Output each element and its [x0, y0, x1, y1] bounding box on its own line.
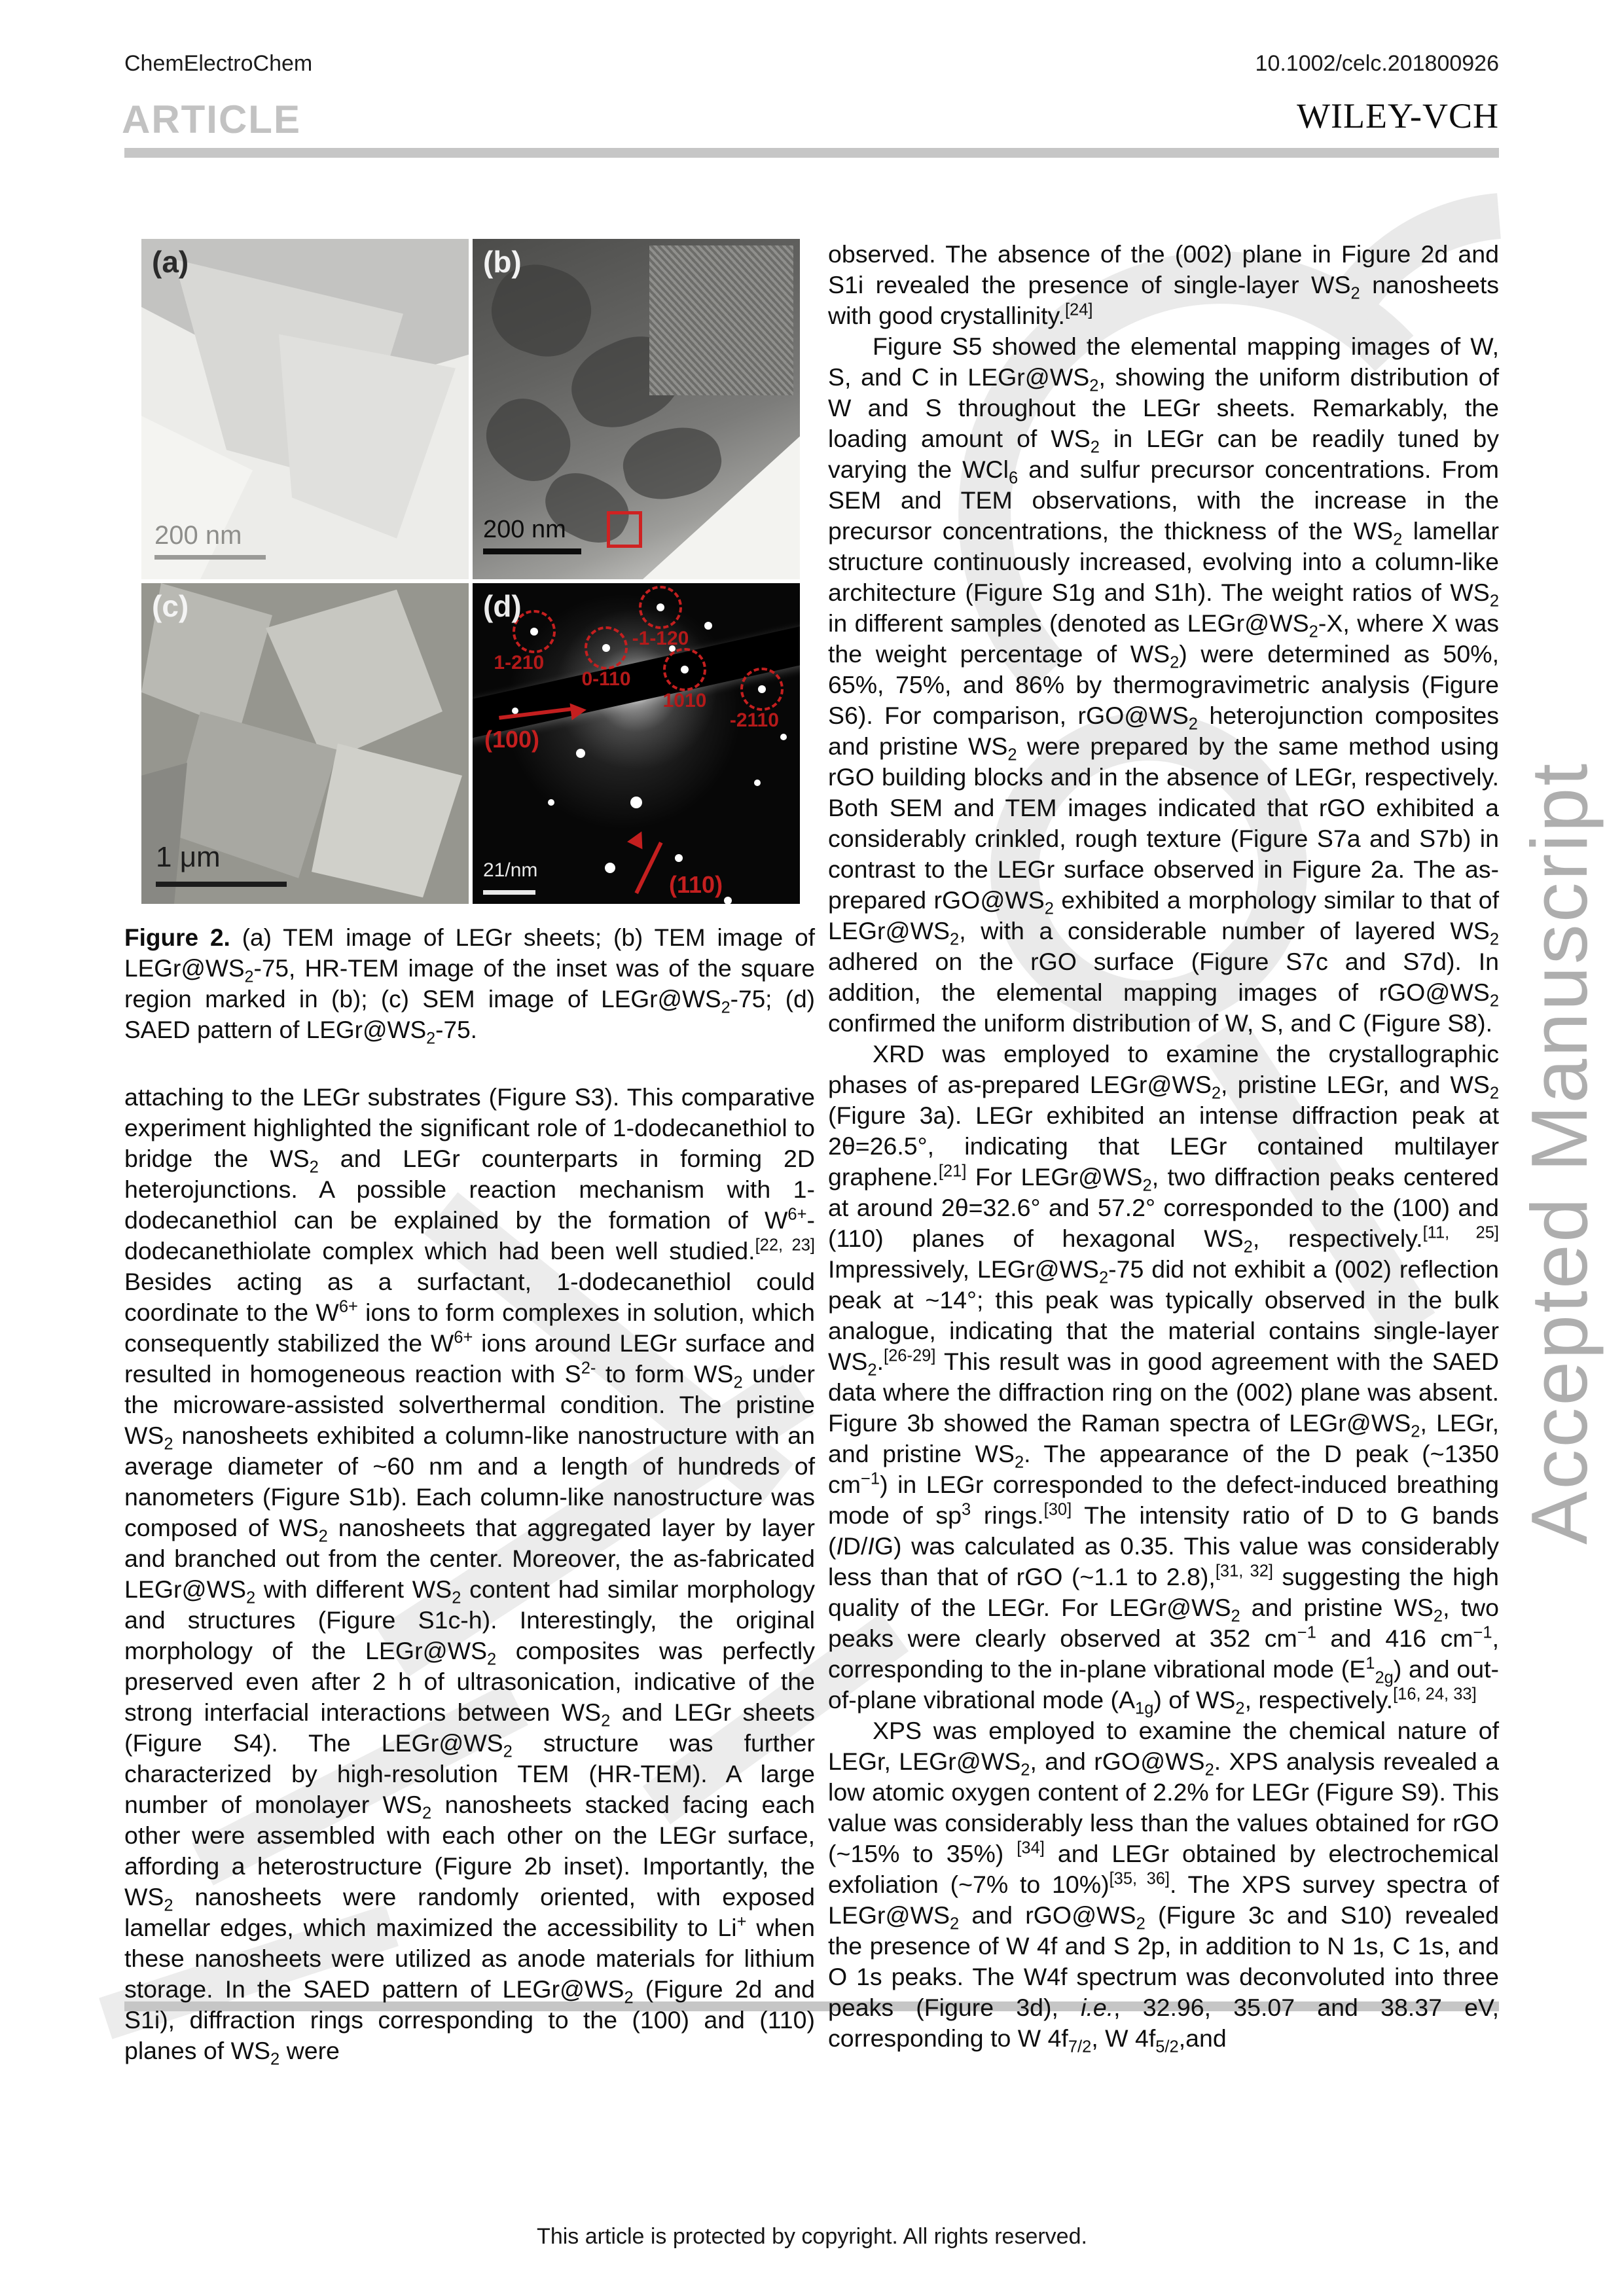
left-column — [124, 239, 816, 2069]
doi: 10.1002/celc.201800926 — [1255, 51, 1499, 76]
scale-bar — [483, 548, 581, 554]
body-paragraph: attaching to the LEGr substrates (Figure S3). This comparative experiment highlighted the significant role of 1-dodecanethiol to bridge the $WS_2$ and LEGr counterparts in forming 2D heterojunctions. A possible reaction mechanism with 1-dodecanethiol can be explained by the formation of $W^{6+}$-dodecanethiolate complex which had been well studied.[22, 23] Besides acting as a surfactant, 1-dodecanethiol could coordinate to the $W^{6+}$ ions to form complexes in solution, which consequently stabilized the $W^{6+}$ ions around LEGr surface and resulted in homogeneous reaction with $S^{2-}$ to form $WS_2$ under the microware-assisted solverthermal condition. The pristine $WS_2$ nanosheets exhibited a column-like nanostructure with an average diameter of ~60 nm and a length of hundreds of nanometers (Figure S1b). Each column-like nanostructure was composed of $WS_2$ nanosheets that aggregated layer by layer and branched out from the center. Moreover, the as-fabricated $LEGr@WS_2$ with different $WS_2$ content had similar morphology and structures (Figure S1c-h). Interestingly, the original morphology of the $LEGr@WS_2$ composites was perfectly preserved even after 2 h of ultrasonication, indicative of the strong interfacial interactions between $WS_2$ and LEGr sheets (Figure S4). The $LEGr@WS_2$ structure was further characterized by high-resolution TEM (HR-TEM). A large number of monolayer $WS_2$ nanosheets stacked facing each other were assembled with each other on the LEGr surface, affording a heterostructure (Figure 2b inset). Importantly, the $WS_2$ nanosheets were randomly oriented, with exposed lamellar edges, which maximized the accessibility to Li+ when these nanosheets were utilized as anode materials for lithium storage. In the SAED pattern of $LEGr@WS_2$ (Figure 2d and S1i), diffraction rings corresponding to the (100) and (110) planes of $WS_2$ were — [124, 1083, 816, 2069]
scale-label: 200 nm — [154, 521, 242, 550]
body-paragraph: XPS was employed to examine the chemical nature of LEGr, $LEGr@WS_2$, and $rGO@WS_2$. XPS analysis revealed a low atomic oxygen content of 2.2% for LEGr (Figure S9). This value was considerably less than the values obtained for rGO (~15% to 35%) [34] and LEGr obtained by electrochemical exfoliation (~7% to 10%)[35, 36]. The XPS survey spectra of $LEGr@WS_2$ and $rGO@WS_2$ (Figure 3c and S10) revealed the presence of W 4f and S 2p, in addition to N 1s, C 1s, and O 1s peaks. The W4f spectrum was deconvoluted into three peaks (Figure 3d), i.e., 32.96, 35.07 and 38.37 eV, corresponding to W $4f_{7/2}$, W $4f_{5/2},and$ — [828, 1717, 1500, 2056]
figure-panel-d-saed-pattern — [473, 583, 800, 904]
journal-name: ChemElectroChem — [124, 51, 313, 76]
body-paragraph: observed. The absence of the (002) plane in Figure 2d and S1i revealed the presence of single-layer $WS_2$ nanosheets with good crystallinity.[24] — [828, 240, 1499, 329]
article-type-label: ARTICLE — [122, 98, 301, 141]
page-content — [124, 239, 1500, 2069]
marked-square-region — [607, 511, 642, 548]
plane-label-110: (110) — [669, 871, 723, 898]
body-paragraph: XRD was employed to examine the crystallographic phases of as-prepared $LEGr@WS_2$, pristine LEGr, and $WS_2$ (Figure 3a). LEGr exhibited an intense diffraction peak at 2θ=26.5°, indicating that LEGr contained multilayer graphene.[21] For $LEGr@WS_2$, two diffraction peaks centered at around 2θ=32.6° and 57.2° corresponded to the (100) and (110) planes of hexagonal $WS_2$, respectively.[11, 25] Impressively, $LEGr@WS_2-75$ did not exhibit a (002) reflection peak at ~14°; this peak was typically observed in the bulk analogue, indicating that the material contains single-layer $WS_2.[26-29]$ This result was in good agreement with the SAED data where the diffraction ring on the (002) plane was absent. Figure 3b showed the Raman spectra of $LEGr@WS_2$, LEGr, and pristine $WS_2$. The appearance of the D peak (~1350 $cm^{-1}$) in LEGr corresponded to the defect-induced breathing mode of $sp^3$ rings.[30] The intensity ratio of D to G bands (ID/IG) was calculated as 0.35. This value was considerably less than that of rGO (~1.1 to 2.8),[31, 32] suggesting the high quality of the LEGr. For $LEGr@WS_2$ and pristine $WS_2$, two peaks were clearly observed at 352 $cm^{-1}$ and 416 $cm^{-1}$, corresponding to the in-plane vibrational mode $(E^1_{2g})$ and out-of-plane vibrational mode $(A_{1g})$ of $WS_2$, respectively.[16, 24, 33] — [828, 1040, 1500, 1718]
panel-label-d: (d) — [483, 589, 522, 623]
spot-index-label: 0-110 — [581, 668, 631, 691]
accepted-manuscript-watermark: Accepted Manuscript — [1515, 761, 1604, 1545]
diffraction-spot-circle — [632, 586, 689, 650]
panel-label-c: (c) — [152, 589, 189, 623]
scale-label: 200 nm — [483, 516, 566, 543]
plane-100-arrowhead — [570, 702, 588, 721]
right-column — [828, 239, 1499, 2066]
scale-bar — [483, 890, 535, 895]
texture-shape — [617, 420, 727, 507]
scale-label: 21/nm — [483, 859, 538, 881]
hr-tem-inset — [649, 245, 793, 395]
copyright-notice: This article is protected by copyright. All rights reserved. — [537, 2224, 1087, 2249]
panel-label-a: (a) — [152, 245, 189, 279]
spot-index-label: -1-120 — [632, 628, 689, 650]
diffraction-spot-circle — [662, 648, 707, 712]
figure-caption — [124, 922, 815, 1048]
scale-bar — [156, 882, 287, 887]
plane-110-arrowhead — [627, 828, 649, 850]
publisher-logo: WILEY-VCH — [1297, 96, 1499, 135]
diffraction-spot-circle — [581, 626, 631, 691]
figure-caption-text: (a) TEM image of LEGr sheets; (b) TEM image of $LEGr@WS_2-75$, HR-TEM image of the inset was of the square region marked in (b); (c) SEM image of $LEGr@WS_2-75$; (d) SAED pattern of $LEGr@WS_2-75$. — [124, 924, 815, 1048]
panel-label-b: (b) — [483, 245, 522, 279]
figure-panel-b-tem-image — [473, 239, 800, 579]
scale-bar — [154, 555, 266, 560]
scale-label: 1 μm — [156, 841, 221, 873]
header-divider — [124, 148, 1499, 158]
spot-index-label: 1010 — [662, 690, 707, 712]
figure-caption-lead: Figure 2. — [124, 924, 230, 951]
spot-index-label: 1-210 — [494, 652, 545, 674]
figure-panel-c-sem-image — [141, 583, 469, 904]
figure-panel-a-tem-image — [141, 239, 469, 579]
plane-110-arrow — [634, 842, 662, 894]
body-paragraph: Figure S5 showed the elemental mapping images of W, S, and C in $LEGr@WS_2$, showing the uniform distribution of W and S throughout the LEGr sheets. Remarkably, the loading amount of $WS_2$ in LEGr can be readily tuned by varying the WCl$_6$ and sulfur precursor concentrations. From SEM and TEM observations, with the increase in the precursor concentrations, the thickness of the $WS_2$ lamellar structure continuously increased, evolving into a column-like architecture (Figure S1g and S1h). The weight ratios of $WS_2$ in different samples (denoted as $LEGr@WS_2-X$, where X was the weight percentage of $WS_2$) were determined as 50%, 65%, 75%, and 86% by thermogravimetric analysis (Figure S6). For comparison, $rGO@WS_2$ heterojunction composites and pristine $WS_2$ were prepared by the same method using rGO building blocks and in the absence of LEGr, respectively. Both SEM and TEM images indicated that rGO exhibited a considerably crinkled, rough texture (Figure S7a and S7b) in contrast to the LEGr surface observed in Figure 2a. The as-prepared $rGO@WS_2$ exhibited a morphology similar to that of $LEGr@WS_2$, with a considerable number of layered $WS_2$ adhered on the rGO surface (Figure S7c and S7d). In addition, the elemental mapping images of $rGO@WS_2$ confirmed the uniform distribution of W, S, and C (Figure S8). — [828, 332, 1500, 1037]
plane-label-100: (100) — [484, 726, 540, 753]
figure-2 — [141, 239, 800, 904]
spot-index-label: -2110 — [729, 709, 779, 732]
diffraction-spot-circle — [729, 668, 784, 732]
